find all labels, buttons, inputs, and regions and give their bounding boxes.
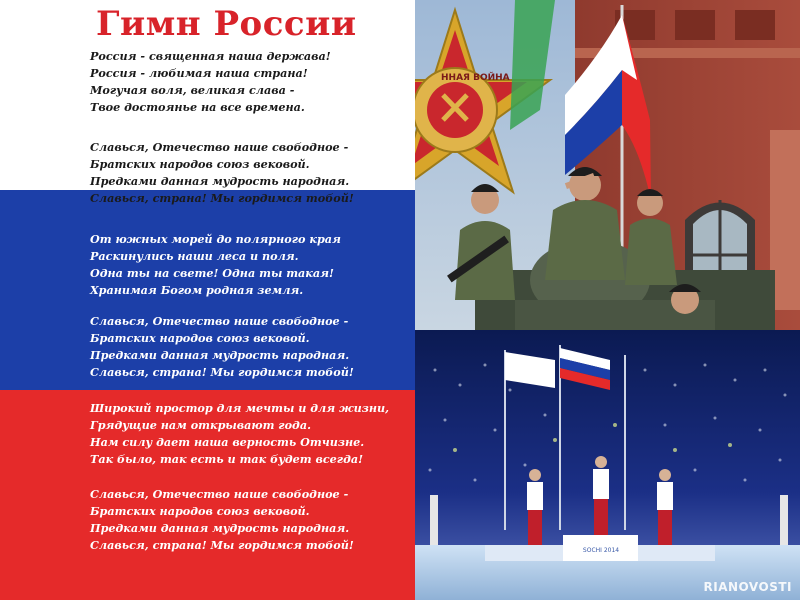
stanza-line: Нам силу дает наша верность Отчизне. <box>90 435 365 449</box>
stanza-line: Так было, так есть и так будет всегда! <box>90 452 364 466</box>
stanza-1 <box>90 48 331 116</box>
photo-column <box>415 0 800 600</box>
stanza-line: Славься, Отечество наше свободное - <box>90 314 349 328</box>
stanza-line: Россия - священная наша держава! <box>90 49 331 63</box>
victory-parade-photo <box>415 0 800 330</box>
stanza-3 <box>90 231 341 299</box>
stanza-line: Твое достоянье на все времена. <box>90 100 305 114</box>
stanza-line: Одна ты на свете! Одна ты такая! <box>90 266 334 280</box>
stanza-line: Братских народов союз вековой. <box>90 157 310 171</box>
stanza-line: Широкий простор для мечты и для жизни, <box>90 401 390 415</box>
stanza-4 <box>90 313 354 381</box>
watermark: RIANOVOSTI <box>703 580 792 594</box>
stanza-line: От южных морей до полярного края <box>90 232 341 246</box>
stanza-line: Грядущие нам открывают года. <box>90 418 311 432</box>
stanza-line: Предками данная мудрость народная. <box>90 348 350 362</box>
stanza-line: Славься, Отечество наше свободное - <box>90 140 349 154</box>
stanza-line: Хранимая Богом родная земля. <box>90 283 304 297</box>
stanza-line: Славься, страна! Мы гордимся тобой! <box>90 365 354 379</box>
stanza-line: Россия - любимая наша страна! <box>90 66 308 80</box>
podium-mark: SOCHI 2014 <box>582 547 620 554</box>
stanza-line: Могучая воля, великая слава - <box>90 83 295 97</box>
stanza-5 <box>90 400 389 468</box>
stanza-line: Братских народов союз вековой. <box>90 331 310 345</box>
stanza-2 <box>90 139 354 207</box>
page-title: Гимн России <box>96 4 357 44</box>
stanza-line: Славься, Отечество наше свободное - <box>90 487 349 501</box>
stanza-line: Предками данная мудрость народная. <box>90 174 350 188</box>
stanza-line: Славься, страна! Мы гордимся тобой! <box>90 538 354 552</box>
emblem-text: ННАЯ ВОЙНА <box>441 73 510 83</box>
olympic-ceremony-photo <box>415 330 800 600</box>
stanza-6 <box>90 486 354 554</box>
stanza-line: Предками данная мудрость народная. <box>90 521 350 535</box>
stanza-line: Раскинулись наши леса и поля. <box>90 249 299 263</box>
stanza-line: Славься, страна! Мы гордимся тобой! <box>90 191 354 205</box>
stanza-line: Братских народов союз вековой. <box>90 504 310 518</box>
